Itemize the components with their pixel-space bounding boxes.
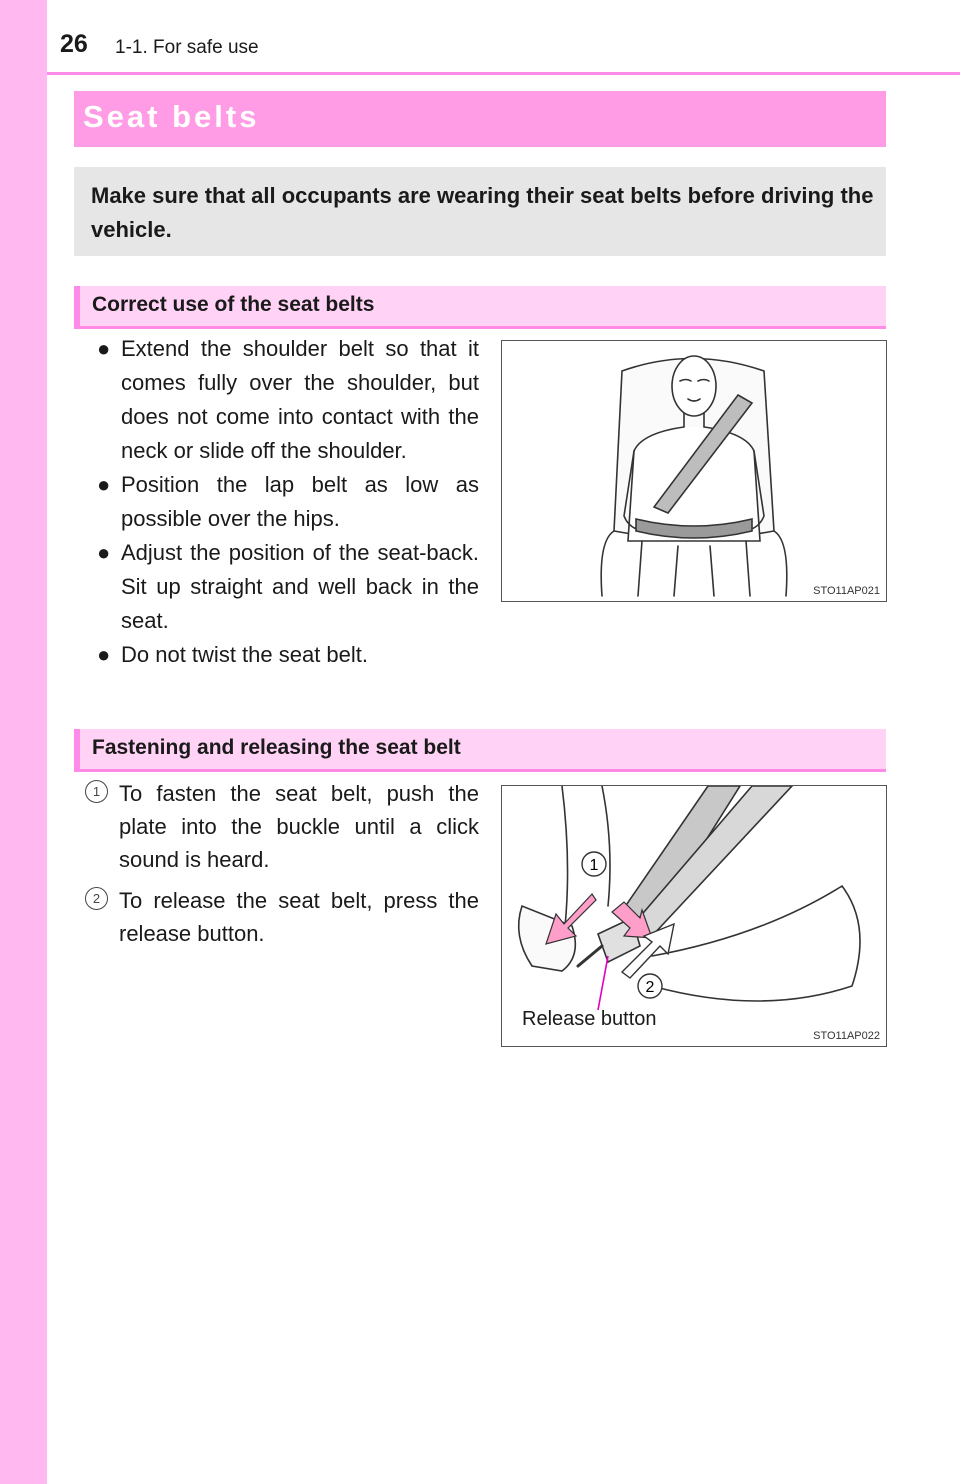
figure-buckle bbox=[501, 785, 887, 1047]
section-heading-correct-use bbox=[74, 286, 886, 329]
intro-text: Make sure that all occupants are wearing their seat belts before driving the vehicle. bbox=[91, 183, 874, 242]
callout-2-label: 2 bbox=[645, 979, 655, 996]
step-number-icon: 2 bbox=[85, 887, 108, 910]
list-item bbox=[97, 468, 479, 536]
bullet-icon: ● bbox=[97, 472, 111, 497]
figure-code: STO11AP022 bbox=[813, 1030, 880, 1042]
list-item-text: Position the lap belt as low as possible over the hips. bbox=[121, 472, 479, 531]
header-rule bbox=[47, 72, 960, 75]
list-item bbox=[97, 332, 479, 468]
bullet-icon: ● bbox=[97, 336, 111, 361]
breadcrumb: 1-1. For safe use bbox=[115, 37, 259, 58]
seated-occupant-illustration bbox=[502, 341, 886, 601]
step-text: To fasten the seat belt, push the plate into the buckle until a click sound is heard. bbox=[119, 781, 479, 872]
buckle-illustration bbox=[502, 786, 886, 1046]
bullet-list bbox=[97, 332, 479, 672]
intro-box bbox=[74, 167, 886, 256]
list-item bbox=[85, 884, 479, 950]
figure-code: STO11AP021 bbox=[813, 585, 880, 597]
side-strip bbox=[0, 0, 47, 1484]
figure-seated-occupant bbox=[501, 340, 887, 602]
list-item bbox=[97, 536, 479, 638]
section-heading-text: Correct use of the seat belts bbox=[92, 293, 375, 316]
page-number: 26 bbox=[60, 30, 88, 58]
list-item bbox=[97, 638, 479, 672]
callout-1-label: 1 bbox=[589, 857, 599, 874]
title-bar bbox=[74, 91, 886, 147]
list-item-text: Extend the shoulder belt so that it comes fully over the shoulder, but does not come into contact with the neck or slide off the shoulder. bbox=[121, 336, 479, 463]
bullet-icon: ● bbox=[97, 642, 111, 667]
list-item bbox=[85, 777, 479, 876]
release-button-label: Release button bbox=[522, 1008, 657, 1030]
bullet-icon: ● bbox=[97, 540, 111, 565]
section-heading-fastening bbox=[74, 729, 886, 772]
step-text: To release the seat belt, press the release button. bbox=[119, 888, 479, 946]
page-title: Seat belts bbox=[83, 99, 260, 134]
step-list bbox=[85, 777, 479, 958]
section-heading-text: Fastening and releasing the seat belt bbox=[92, 736, 461, 759]
list-item-text: Do not twist the seat belt. bbox=[121, 642, 369, 667]
step-number-icon: 1 bbox=[85, 780, 108, 803]
list-item-text: Adjust the position of the seat-back. Sit up straight and well back in the seat. bbox=[121, 540, 479, 633]
